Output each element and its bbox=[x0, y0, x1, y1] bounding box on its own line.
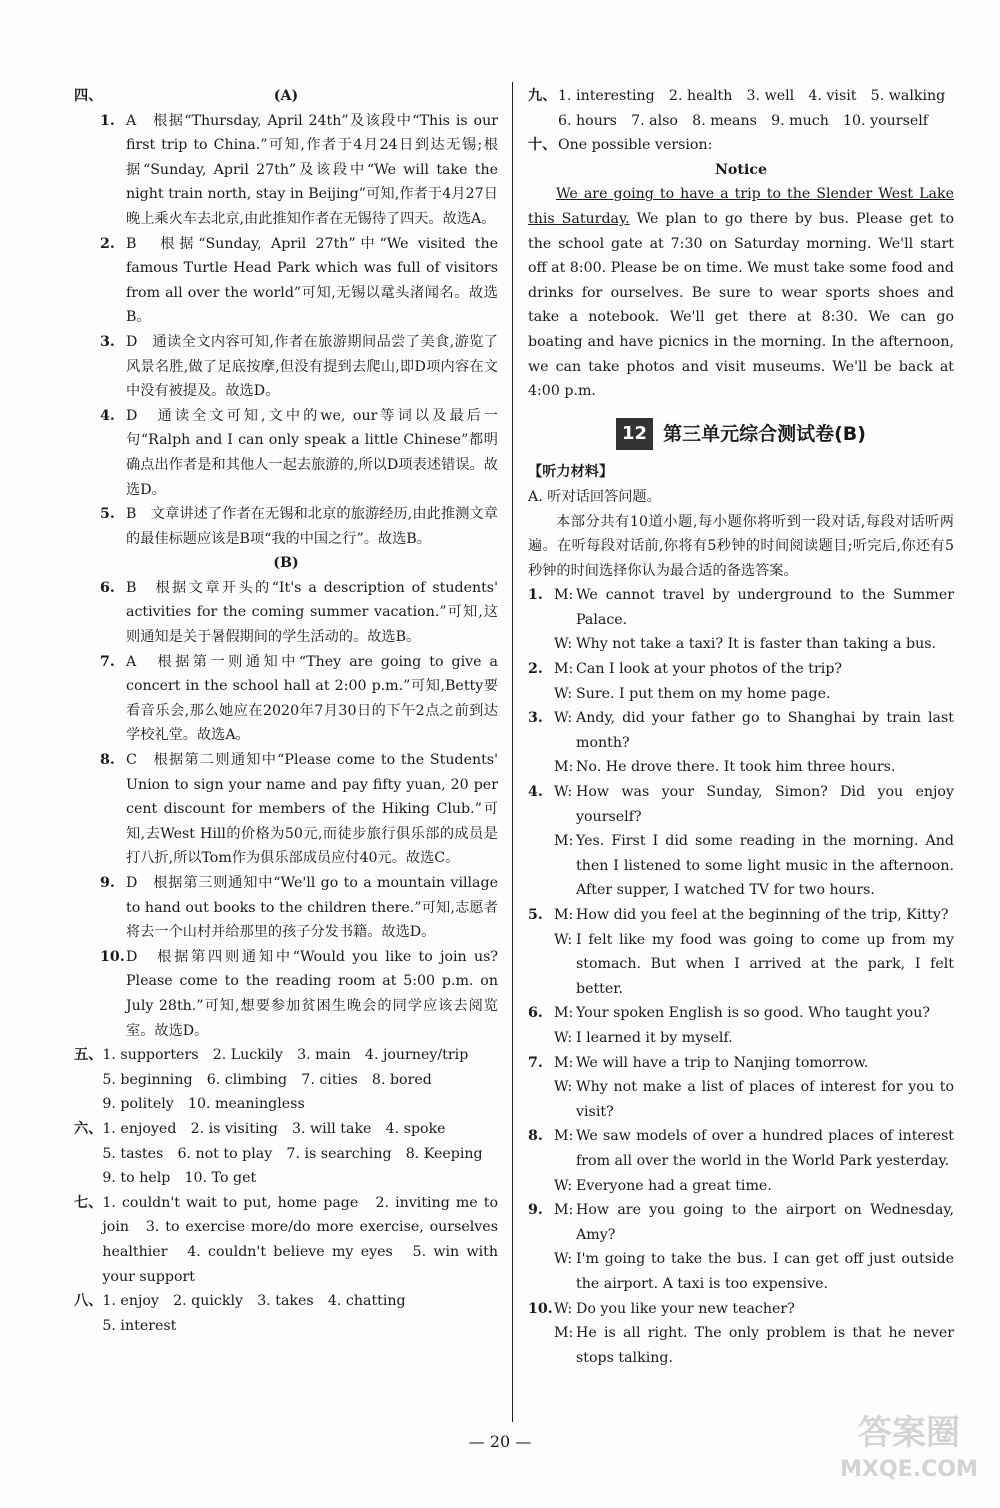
speaker-label: M: bbox=[554, 1005, 574, 1022]
unit-title bbox=[528, 418, 954, 451]
dialogue-text: No. He drove there. It took him three hours. bbox=[576, 759, 896, 776]
answer-item bbox=[74, 945, 498, 1043]
dialogue-number: 10. bbox=[528, 1300, 553, 1317]
answer-number: 9. bbox=[100, 875, 115, 891]
speaker-label: M: bbox=[554, 1128, 574, 1145]
section-10-label: 十、 bbox=[528, 137, 557, 154]
dialogue-text: We saw models of over a hundred places of interest from all over the world in the World Park yesterday. bbox=[576, 1128, 954, 1169]
section-5-line: 5. beginning 6. climbing 7. cities 8. bored bbox=[102, 1071, 432, 1088]
dialogue-number: 3. bbox=[528, 710, 543, 727]
dialogue-text: Can I look at your photos of the trip? bbox=[576, 661, 843, 678]
dialogue-line bbox=[528, 829, 954, 903]
answer-text: D 通读全文内容可知,作者在旅游期间品尝了美食,游览了风景名胜,做了足底按摩,但没有提到去爬山,即D项内容在文中没有被提及。故选D。 bbox=[126, 333, 498, 400]
dialogue-line bbox=[528, 1001, 954, 1026]
watermark-text-en: MXQE.COM bbox=[840, 1457, 978, 1482]
section-7-text: 1. couldn't wait to put, home page 2. inviting me to join 3. to exercise more/do more exercise, ourselves healthier 4. couldn't believe my eyes 5. win with your support bbox=[102, 1194, 498, 1285]
section-9 bbox=[528, 84, 954, 133]
section-8-line: 1. enjoy 2. quickly 3. takes 4. chatting bbox=[102, 1293, 406, 1310]
answer-number: 3. bbox=[100, 333, 115, 350]
speaker-label: W: bbox=[554, 636, 573, 653]
speaker-label: M: bbox=[554, 759, 574, 776]
speaker-label: W: bbox=[554, 685, 573, 702]
dialogue-text: I'm going to take the bus. I can get off just outside the airport. A taxi is too expensive. bbox=[576, 1251, 954, 1292]
dialogue-line bbox=[528, 903, 954, 928]
dialogue-line bbox=[528, 1247, 954, 1296]
speaker-label: W: bbox=[554, 710, 573, 727]
answer-item bbox=[74, 109, 498, 232]
dialogue-line bbox=[528, 1174, 954, 1199]
section-4-header bbox=[74, 84, 498, 109]
dialogue-number: 1. bbox=[528, 587, 543, 604]
speaker-label: W: bbox=[554, 784, 573, 801]
answer-text: D 根据第三则通知中“We'll go to a mountain village to hand out books to the children there.”可知,志愿者将去一个山村并给那里的孩子分发书籍。故选D。 bbox=[126, 875, 498, 941]
notice-body bbox=[528, 182, 954, 403]
dialogue-number: 7. bbox=[528, 1054, 543, 1071]
answer-text: B 根据文章开头的“It's a description of students' activities for the coming summer vacation.”可知,这则通知是关于暑假期间的学生活动的。故选B。 bbox=[126, 579, 498, 646]
answer-number: 6. bbox=[100, 579, 115, 596]
listening-label: 【听力材料】 bbox=[528, 464, 614, 481]
section-8-label: 八、 bbox=[74, 1293, 103, 1310]
section-6-label: 六、 bbox=[74, 1120, 103, 1137]
listening-intro: 本部分共有10道小题,每小题你将听到一段对话,每段对话听两遍。在听每段对话前,你将有5秒钟的时间阅读题目;听完后,你还有5秒钟的时间选择你认为最合适的备选答案。 bbox=[528, 513, 954, 579]
part-b-label: (B) bbox=[273, 555, 299, 572]
answer-text: C 根据第二则通知中“Please come to the Students' Union to sign your name and pay fifty yuan, 20 per cent discount for members of the Hiking Club.”可知,去West Hill的价格为50元,而徒步旅行俱乐部的成员是打八折,所以Tom作为俱乐部成员应付40元。故选C。 bbox=[126, 752, 498, 867]
section-6-line: 1. enjoyed 2. is visiting 3. will take 4. spoke bbox=[102, 1120, 446, 1137]
answer-text: D 通读全文可知,文中的we, our等词以及最后一句“Ralph and I can only speak a little Chinese”都明确点出作者是和其他人一起去旅游的,所以D项表述错误。故选D。 bbox=[126, 407, 498, 498]
column-divider bbox=[512, 82, 513, 1422]
answer-text: D 根据第四则通知中“Would you like to join us? Please come to the reading room at 5:00 p.m. on July 28th.”可知,想要参加贫困生晚会的同学应该去阅览室。故选D。 bbox=[126, 948, 498, 1039]
answer-number: 1. bbox=[100, 112, 115, 129]
dialogue-number: 6. bbox=[528, 1005, 543, 1022]
dialogue-list bbox=[528, 583, 954, 1370]
dialogue-text: I felt like my food was going to come up from my stomach. But when I arrived at the park, I felt better. bbox=[576, 931, 954, 997]
speaker-label: W: bbox=[554, 1177, 573, 1194]
dialogue-line bbox=[528, 657, 954, 682]
section-4b-items bbox=[74, 576, 498, 1043]
section-7-label: 七、 bbox=[74, 1194, 103, 1211]
speaker-label: M: bbox=[554, 833, 574, 850]
section-5-line: 1. supporters 2. Luckily 3. main 4. journey/trip bbox=[102, 1047, 469, 1064]
dialogue-line bbox=[528, 1026, 954, 1051]
speaker-label: W: bbox=[554, 1251, 573, 1268]
dialogue-number: 2. bbox=[528, 661, 543, 678]
notice-text: We plan to go there by bus. Please get to the school gate at 7:30 on Saturday morning. We'll start off at 8:00. Please be on time. We must take some food and drinks for ourselves. Be sure to wear sports shoes and take a notebook. We'll get there at 8:30. We can go boating and have picnics in the morning. In the afternoon, we can take photos and visit museums. We'll be back at 4:00 p.m. bbox=[528, 210, 954, 400]
answer-number: 5. bbox=[100, 506, 115, 523]
dialogue-text: We will have a trip to Nanjing tomorrow. bbox=[576, 1054, 869, 1071]
dialogue-line bbox=[528, 1075, 954, 1124]
dialogue-line bbox=[528, 755, 954, 780]
dialogue-text: He is all right. The only problem is that he never stops talking. bbox=[576, 1325, 954, 1366]
answer-number: 7. bbox=[100, 653, 115, 670]
left-column bbox=[74, 84, 498, 1338]
dialogue-number: 5. bbox=[528, 907, 543, 923]
dialogue-line bbox=[528, 1297, 954, 1322]
speaker-label: M: bbox=[554, 907, 574, 923]
section-4-label: 四、 bbox=[74, 88, 103, 104]
dialogue-text: Do you like your new teacher? bbox=[576, 1300, 795, 1317]
section-8-line: 5. interest bbox=[102, 1317, 177, 1334]
speaker-label: M: bbox=[554, 1202, 574, 1219]
unit-badge: 12 bbox=[616, 418, 653, 451]
section-6 bbox=[74, 1117, 498, 1191]
answer-item bbox=[74, 502, 498, 551]
section-5-line: 9. politely 10. meaningless bbox=[102, 1096, 305, 1113]
dialogue-line bbox=[528, 632, 954, 657]
section-10-intro: One possible version: bbox=[558, 137, 713, 154]
part-a-label: (A) bbox=[273, 88, 299, 104]
dialogue-line bbox=[528, 706, 954, 755]
answer-text: A 根据“Thursday, April 24th”及该段中“This is our first trip to China.”可知,作者于4月24日到达无锡;根据“Sunday, April 27th”及该段中“We will take the night train north, stay in Beijing”可知,作者于4月27日晚上乘火车去北京,由此推知作者在无锡待了四天。故选A。 bbox=[126, 112, 498, 227]
watermark-text-cn: 答案圈 bbox=[858, 1413, 960, 1453]
dialogue-line bbox=[528, 1124, 954, 1173]
answer-text: A 根据第一则通知中“They are going to give a concert in the school hall at 2:00 p.m.”可知,Betty要看音乐会,那么她应在2020年7月30日的下午2点之前到达学校礼堂。故选A。 bbox=[126, 653, 498, 744]
section-9-line: 1. interesting 2. health 3. well 4. visit 5. walking bbox=[558, 88, 946, 104]
answer-item bbox=[74, 748, 498, 871]
section-6-line: 9. to help 10. To get bbox=[102, 1170, 257, 1187]
dialogue-text: Your spoken English is so good. Who taught you? bbox=[576, 1005, 930, 1022]
notice-title: Notice bbox=[714, 161, 768, 178]
dialogue-text: Yes. First I did some reading in the morning. And then I listened to some light music in the afternoon. After supper, I watched TV for two hours. bbox=[576, 833, 954, 899]
answer-text: B 根据“Sunday, April 27th”中“We visited the famous Turtle Head Park which was full of visitors from all over the world”可知,无锡以鼋头渚闻名。故选B。 bbox=[126, 235, 498, 326]
dialogue-line bbox=[528, 928, 954, 1002]
dialogue-text: How was your Sunday, Simon? Did you enjoy yourself? bbox=[576, 784, 954, 825]
notice-underlined-text: We are going to have a trip to the Slender West Lake this Saturday. bbox=[528, 186, 954, 227]
section-10 bbox=[528, 133, 954, 158]
section-6-line: 5. tastes 6. not to play 7. is searching 8. Keeping bbox=[102, 1145, 483, 1162]
answer-item bbox=[74, 871, 498, 945]
answer-item bbox=[74, 576, 498, 650]
section-9-label: 九、 bbox=[528, 88, 557, 104]
section-5-label: 五、 bbox=[74, 1047, 103, 1064]
page-number: — 20 — bbox=[468, 1432, 532, 1451]
dialogue-line bbox=[528, 780, 954, 829]
dialogue-number: 9. bbox=[528, 1202, 543, 1219]
watermark-logo bbox=[834, 1406, 984, 1486]
dialogue-text: Andy, did your father go to Shanghai by train last month? bbox=[576, 710, 954, 751]
dialogue-text: Sure. I put them on my home page. bbox=[576, 685, 831, 702]
speaker-label: W: bbox=[554, 931, 573, 948]
dialogue-number: 8. bbox=[528, 1128, 543, 1145]
dialogue-text: Why not take a taxi? It is faster than taking a bus. bbox=[576, 636, 937, 653]
speaker-label: W: bbox=[554, 1300, 573, 1317]
answer-item bbox=[74, 404, 498, 502]
section-8 bbox=[74, 1289, 498, 1338]
answer-item bbox=[74, 650, 498, 748]
answer-number: 2. bbox=[100, 235, 115, 252]
section-7 bbox=[74, 1191, 498, 1289]
section-5 bbox=[74, 1043, 498, 1117]
speaker-label: W: bbox=[554, 1079, 573, 1096]
dialogue-text: How are you going to the airport on Wednesday, Amy? bbox=[576, 1202, 954, 1243]
speaker-label: M: bbox=[554, 1325, 574, 1342]
answer-number: 8. bbox=[100, 752, 115, 769]
answer-item bbox=[74, 330, 498, 404]
dialogue-text: How did you feel at the beginning of the trip, Kitty? bbox=[576, 907, 949, 923]
dialogue-line bbox=[528, 682, 954, 707]
dialogue-text: Why not make a list of places of interest for you to visit? bbox=[576, 1079, 954, 1120]
section-4a-items bbox=[74, 109, 498, 552]
answer-number: 10. bbox=[100, 948, 125, 965]
answer-text: B 文章讲述了作者在无锡和北京的旅游经历,由此推测文章的最佳标题应该是B项“我的中国之行”。故选B。 bbox=[126, 506, 498, 547]
speaker-label: M: bbox=[554, 1054, 574, 1071]
unit-title-text: 第三单元综合测试卷(B) bbox=[663, 422, 866, 445]
answer-number: 4. bbox=[100, 407, 115, 424]
speaker-label: W: bbox=[554, 1029, 573, 1046]
dialogue-text: Everyone had a great time. bbox=[576, 1177, 772, 1194]
dialogue-line bbox=[528, 1051, 954, 1076]
answer-item bbox=[74, 232, 498, 330]
dialogue-text: We cannot travel by underground to the Summer Palace. bbox=[576, 587, 954, 628]
dialogue-line bbox=[528, 583, 954, 632]
right-column bbox=[528, 84, 954, 1370]
speaker-label: M: bbox=[554, 661, 574, 678]
section-9-line: 6. hours 7. also 8. means 9. much 10. yourself bbox=[558, 112, 929, 129]
speaker-label: M: bbox=[554, 587, 574, 604]
part-a-instruction: A. 听对话回答问题。 bbox=[528, 488, 661, 505]
dialogue-line bbox=[528, 1198, 954, 1247]
dialogue-line bbox=[528, 1321, 954, 1370]
dialogue-number: 4. bbox=[528, 784, 543, 801]
dialogue-text: I learned it by myself. bbox=[576, 1029, 733, 1046]
